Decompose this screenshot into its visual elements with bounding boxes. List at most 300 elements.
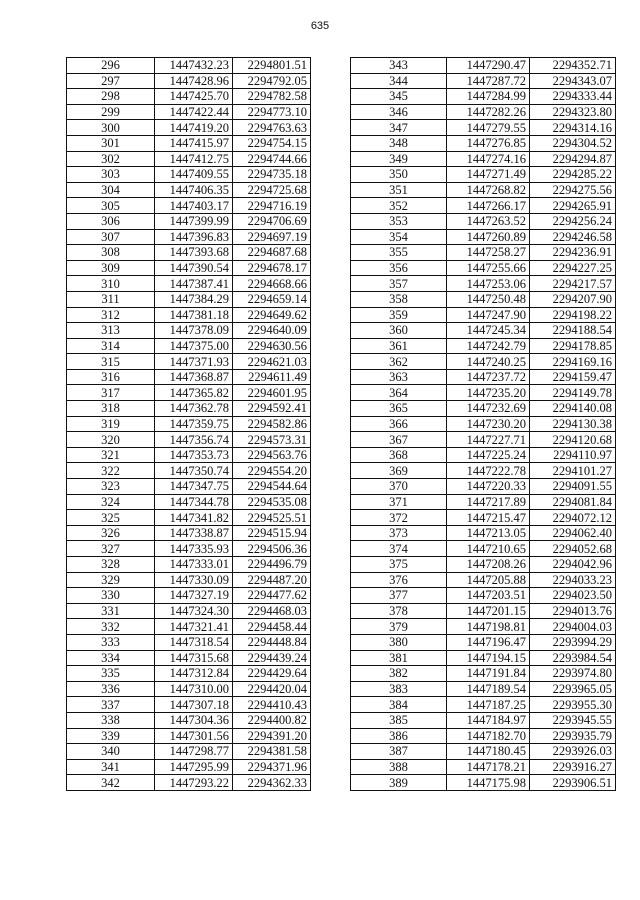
x-coordinate-cell: 1447399.99 [155, 213, 233, 229]
table-row [351, 104, 616, 120]
x-coordinate-cell: 1447390.54 [155, 260, 233, 276]
y-coordinate-cell: 2294110.97 [530, 447, 616, 463]
y-coordinate-cell: 2294573.31 [233, 432, 311, 448]
table-row [351, 634, 616, 650]
y-coordinate-cell: 2294275.56 [530, 182, 616, 198]
table-row [351, 712, 616, 728]
x-coordinate-cell: 1447375.00 [155, 338, 233, 354]
point-number-cell: 351 [351, 182, 447, 198]
x-coordinate-cell: 1447180.45 [447, 744, 530, 760]
table-row [351, 89, 616, 105]
point-number-cell: 302 [67, 151, 155, 167]
point-number-cell: 357 [351, 276, 447, 292]
point-number-cell: 370 [351, 479, 447, 495]
x-coordinate-cell: 1447415.97 [155, 135, 233, 151]
point-number-cell: 324 [67, 494, 155, 510]
point-number-cell: 344 [351, 73, 447, 89]
y-coordinate-cell: 2294081.84 [530, 494, 616, 510]
x-coordinate-cell: 1447217.89 [447, 494, 530, 510]
y-coordinate-cell: 2294649.62 [233, 307, 311, 323]
y-coordinate-cell: 2293994.29 [530, 634, 616, 650]
table-row [67, 432, 311, 448]
x-coordinate-cell: 1447419.20 [155, 120, 233, 136]
point-number-cell: 332 [67, 619, 155, 635]
y-coordinate-cell: 2294744.66 [233, 151, 311, 167]
x-coordinate-cell: 1447428.96 [155, 73, 233, 89]
coordinate-table-left [66, 57, 311, 791]
x-coordinate-cell: 1447298.77 [155, 744, 233, 760]
point-number-cell: 363 [351, 369, 447, 385]
point-number-cell: 369 [351, 463, 447, 479]
y-coordinate-cell: 2293955.30 [530, 697, 616, 713]
table-row [67, 557, 311, 573]
x-coordinate-cell: 1447201.15 [447, 603, 530, 619]
point-number-cell: 346 [351, 104, 447, 120]
point-number-cell: 349 [351, 151, 447, 167]
table-row [67, 775, 311, 791]
y-coordinate-cell: 2294420.04 [233, 681, 311, 697]
x-coordinate-cell: 1447432.23 [155, 58, 233, 74]
point-number-cell: 317 [67, 385, 155, 401]
point-number-cell: 328 [67, 557, 155, 573]
x-coordinate-cell: 1447203.51 [447, 588, 530, 604]
table-row [67, 120, 311, 136]
x-coordinate-cell: 1447359.75 [155, 416, 233, 432]
x-coordinate-cell: 1447341.82 [155, 510, 233, 526]
y-coordinate-cell: 2294506.36 [233, 541, 311, 557]
y-coordinate-cell: 2293935.79 [530, 728, 616, 744]
y-coordinate-cell: 2294706.69 [233, 213, 311, 229]
point-number-cell: 367 [351, 432, 447, 448]
point-number-cell: 331 [67, 603, 155, 619]
x-coordinate-cell: 1447338.87 [155, 525, 233, 541]
point-number-cell: 333 [67, 634, 155, 650]
point-number-cell: 341 [67, 759, 155, 775]
point-number-cell: 297 [67, 73, 155, 89]
table-row [351, 401, 616, 417]
y-coordinate-cell: 2294023.50 [530, 588, 616, 604]
y-coordinate-cell: 2294621.03 [233, 354, 311, 370]
point-number-cell: 374 [351, 541, 447, 557]
y-coordinate-cell: 2294227.25 [530, 260, 616, 276]
table-row [351, 728, 616, 744]
point-number-cell: 320 [67, 432, 155, 448]
y-coordinate-cell: 2294439.24 [233, 650, 311, 666]
y-coordinate-cell: 2294343.07 [530, 73, 616, 89]
y-coordinate-cell: 2294592.41 [233, 401, 311, 417]
y-coordinate-cell: 2294630.56 [233, 338, 311, 354]
x-coordinate-cell: 1447230.20 [447, 416, 530, 432]
table-row [67, 697, 311, 713]
x-coordinate-cell: 1447242.79 [447, 338, 530, 354]
table-row [67, 276, 311, 292]
table-row [351, 307, 616, 323]
table-row [67, 73, 311, 89]
point-number-cell: 371 [351, 494, 447, 510]
y-coordinate-cell: 2294323.80 [530, 104, 616, 120]
y-coordinate-cell: 2294304.52 [530, 135, 616, 151]
x-coordinate-cell: 1447315.68 [155, 650, 233, 666]
table-row [67, 728, 311, 744]
x-coordinate-cell: 1447210.65 [447, 541, 530, 557]
x-coordinate-cell: 1447208.26 [447, 557, 530, 573]
x-coordinate-cell: 1447189.54 [447, 681, 530, 697]
x-coordinate-cell: 1447253.06 [447, 276, 530, 292]
y-coordinate-cell: 2294773.10 [233, 104, 311, 120]
x-coordinate-cell: 1447284.99 [447, 89, 530, 105]
point-number-cell: 330 [67, 588, 155, 604]
point-number-cell: 378 [351, 603, 447, 619]
x-coordinate-cell: 1447324.30 [155, 603, 233, 619]
point-number-cell: 314 [67, 338, 155, 354]
point-number-cell: 299 [67, 104, 155, 120]
y-coordinate-cell: 2294062.40 [530, 525, 616, 541]
point-number-cell: 296 [67, 58, 155, 74]
y-coordinate-cell: 2294042.96 [530, 557, 616, 573]
x-coordinate-cell: 1447295.99 [155, 759, 233, 775]
y-coordinate-cell: 2294120.68 [530, 432, 616, 448]
table-row [351, 603, 616, 619]
table-row [67, 744, 311, 760]
x-coordinate-cell: 1447396.83 [155, 229, 233, 245]
y-coordinate-cell: 2294458.44 [233, 619, 311, 635]
point-number-cell: 315 [67, 354, 155, 370]
y-coordinate-cell: 2293916.27 [530, 759, 616, 775]
y-coordinate-cell: 2294468.03 [233, 603, 311, 619]
y-coordinate-cell: 2294178.85 [530, 338, 616, 354]
table-row [67, 167, 311, 183]
table-row [351, 198, 616, 214]
table-row [351, 447, 616, 463]
y-coordinate-cell: 2294013.76 [530, 603, 616, 619]
table-row [67, 229, 311, 245]
x-coordinate-cell: 1447409.55 [155, 167, 233, 183]
table-row [67, 291, 311, 307]
x-coordinate-cell: 1447378.09 [155, 323, 233, 339]
table-row [67, 182, 311, 198]
table-row [351, 58, 616, 74]
point-number-cell: 384 [351, 697, 447, 713]
table-row [67, 463, 311, 479]
x-coordinate-cell: 1447406.35 [155, 182, 233, 198]
y-coordinate-cell: 2294381.58 [233, 744, 311, 760]
table-row [351, 369, 616, 385]
y-coordinate-cell: 2294410.43 [233, 697, 311, 713]
x-coordinate-cell: 1447215.47 [447, 510, 530, 526]
y-coordinate-cell: 2294448.84 [233, 634, 311, 650]
y-coordinate-cell: 2294429.64 [233, 666, 311, 682]
y-coordinate-cell: 2294535.08 [233, 494, 311, 510]
y-coordinate-cell: 2294659.14 [233, 291, 311, 307]
point-number-cell: 326 [67, 525, 155, 541]
y-coordinate-cell: 2293926.03 [530, 744, 616, 760]
x-coordinate-cell: 1447227.71 [447, 432, 530, 448]
table-row [351, 73, 616, 89]
point-number-cell: 380 [351, 634, 447, 650]
table-row [351, 588, 616, 604]
x-coordinate-cell: 1447263.52 [447, 213, 530, 229]
table-row [67, 681, 311, 697]
y-coordinate-cell: 2294678.17 [233, 260, 311, 276]
x-coordinate-cell: 1447425.70 [155, 89, 233, 105]
x-coordinate-cell: 1447293.22 [155, 775, 233, 791]
y-coordinate-cell: 2294716.19 [233, 198, 311, 214]
table-row [67, 666, 311, 682]
point-number-cell: 316 [67, 369, 155, 385]
y-coordinate-cell: 2294725.68 [233, 182, 311, 198]
x-coordinate-cell: 1447271.49 [447, 167, 530, 183]
y-coordinate-cell: 2294207.90 [530, 291, 616, 307]
table-row [351, 619, 616, 635]
table-row [351, 323, 616, 339]
x-coordinate-cell: 1447175.98 [447, 775, 530, 791]
table-row [351, 525, 616, 541]
point-number-cell: 387 [351, 744, 447, 760]
x-coordinate-cell: 1447312.84 [155, 666, 233, 682]
point-number-cell: 329 [67, 572, 155, 588]
point-number-cell: 322 [67, 463, 155, 479]
point-number-cell: 337 [67, 697, 155, 713]
point-number-cell: 376 [351, 572, 447, 588]
table-row [351, 463, 616, 479]
y-coordinate-cell: 2294362.33 [233, 775, 311, 791]
table-row [67, 104, 311, 120]
x-coordinate-cell: 1447347.75 [155, 479, 233, 495]
point-number-cell: 343 [351, 58, 447, 74]
y-coordinate-cell: 2294101.27 [530, 463, 616, 479]
y-coordinate-cell: 2294515.94 [233, 525, 311, 541]
point-number-cell: 318 [67, 401, 155, 417]
x-coordinate-cell: 1447422.44 [155, 104, 233, 120]
x-coordinate-cell: 1447368.87 [155, 369, 233, 385]
y-coordinate-cell: 2294246.58 [530, 229, 616, 245]
table-row [67, 213, 311, 229]
point-number-cell: 383 [351, 681, 447, 697]
point-number-cell: 382 [351, 666, 447, 682]
table-row [351, 494, 616, 510]
y-coordinate-cell: 2294400.82 [233, 712, 311, 728]
y-coordinate-cell: 2294763.63 [233, 120, 311, 136]
point-number-cell: 355 [351, 245, 447, 261]
x-coordinate-cell: 1447412.75 [155, 151, 233, 167]
point-number-cell: 358 [351, 291, 447, 307]
point-number-cell: 354 [351, 229, 447, 245]
y-coordinate-cell: 2294582.86 [233, 416, 311, 432]
y-coordinate-cell: 2294265.91 [530, 198, 616, 214]
x-coordinate-cell: 1447245.34 [447, 323, 530, 339]
table-row [67, 525, 311, 541]
table-row [67, 712, 311, 728]
point-number-cell: 309 [67, 260, 155, 276]
table-row [67, 759, 311, 775]
x-coordinate-cell: 1447213.05 [447, 525, 530, 541]
x-coordinate-cell: 1447350.74 [155, 463, 233, 479]
x-coordinate-cell: 1447232.69 [447, 401, 530, 417]
coordinate-table-right [350, 57, 616, 791]
point-number-cell: 308 [67, 245, 155, 261]
point-number-cell: 298 [67, 89, 155, 105]
x-coordinate-cell: 1447205.88 [447, 572, 530, 588]
table-row [351, 291, 616, 307]
table-row [351, 557, 616, 573]
y-coordinate-cell: 2294198.22 [530, 307, 616, 323]
point-number-cell: 377 [351, 588, 447, 604]
point-number-cell: 338 [67, 712, 155, 728]
table-row [351, 697, 616, 713]
x-coordinate-cell: 1447198.81 [447, 619, 530, 635]
point-number-cell: 388 [351, 759, 447, 775]
table-row [67, 541, 311, 557]
table-row [351, 182, 616, 198]
point-number-cell: 381 [351, 650, 447, 666]
y-coordinate-cell: 2294601.95 [233, 385, 311, 401]
table-row [67, 338, 311, 354]
x-coordinate-cell: 1447362.78 [155, 401, 233, 417]
y-coordinate-cell: 2293984.54 [530, 650, 616, 666]
y-coordinate-cell: 2294352.71 [530, 58, 616, 74]
point-number-cell: 325 [67, 510, 155, 526]
x-coordinate-cell: 1447301.56 [155, 728, 233, 744]
x-coordinate-cell: 1447260.89 [447, 229, 530, 245]
point-number-cell: 300 [67, 120, 155, 136]
point-number-cell: 386 [351, 728, 447, 744]
x-coordinate-cell: 1447247.90 [447, 307, 530, 323]
table-row [351, 151, 616, 167]
x-coordinate-cell: 1447335.93 [155, 541, 233, 557]
table-row [351, 666, 616, 682]
table-row [351, 744, 616, 760]
x-coordinate-cell: 1447371.93 [155, 354, 233, 370]
point-number-cell: 339 [67, 728, 155, 744]
y-coordinate-cell: 2294525.51 [233, 510, 311, 526]
y-coordinate-cell: 2293974.80 [530, 666, 616, 682]
point-number-cell: 368 [351, 447, 447, 463]
x-coordinate-cell: 1447310.00 [155, 681, 233, 697]
point-number-cell: 313 [67, 323, 155, 339]
point-number-cell: 366 [351, 416, 447, 432]
point-number-cell: 356 [351, 260, 447, 276]
table-row [67, 510, 311, 526]
x-coordinate-cell: 1447356.74 [155, 432, 233, 448]
x-coordinate-cell: 1447237.72 [447, 369, 530, 385]
y-coordinate-cell: 2294256.24 [530, 213, 616, 229]
table-row [351, 338, 616, 354]
point-number-cell: 335 [67, 666, 155, 682]
table-row [351, 120, 616, 136]
x-coordinate-cell: 1447178.21 [447, 759, 530, 775]
y-coordinate-cell: 2294792.05 [233, 73, 311, 89]
table-row [67, 245, 311, 261]
x-coordinate-cell: 1447282.26 [447, 104, 530, 120]
y-coordinate-cell: 2294668.66 [233, 276, 311, 292]
table-row [67, 416, 311, 432]
x-coordinate-cell: 1447268.82 [447, 182, 530, 198]
point-number-cell: 307 [67, 229, 155, 245]
y-coordinate-cell: 2294188.54 [530, 323, 616, 339]
table-row [67, 135, 311, 151]
point-number-cell: 362 [351, 354, 447, 370]
x-coordinate-cell: 1447279.55 [447, 120, 530, 136]
x-coordinate-cell: 1447196.47 [447, 634, 530, 650]
x-coordinate-cell: 1447235.20 [447, 385, 530, 401]
y-coordinate-cell: 2294236.91 [530, 245, 616, 261]
point-number-cell: 340 [67, 744, 155, 760]
y-coordinate-cell: 2294294.87 [530, 151, 616, 167]
table-row [67, 323, 311, 339]
table-row [67, 307, 311, 323]
point-number-cell: 361 [351, 338, 447, 354]
table-row [351, 354, 616, 370]
point-number-cell: 306 [67, 213, 155, 229]
x-coordinate-cell: 1447353.73 [155, 447, 233, 463]
page-number: 635 [310, 20, 330, 32]
table-row [67, 634, 311, 650]
x-coordinate-cell: 1447304.36 [155, 712, 233, 728]
x-coordinate-cell: 1447321.41 [155, 619, 233, 635]
y-coordinate-cell: 2294091.55 [530, 479, 616, 495]
point-number-cell: 305 [67, 198, 155, 214]
point-number-cell: 319 [67, 416, 155, 432]
x-coordinate-cell: 1447182.70 [447, 728, 530, 744]
table-row [351, 213, 616, 229]
x-coordinate-cell: 1447393.68 [155, 245, 233, 261]
y-coordinate-cell: 2294004.03 [530, 619, 616, 635]
table-row [351, 260, 616, 276]
y-coordinate-cell: 2294371.96 [233, 759, 311, 775]
y-coordinate-cell: 2294130.38 [530, 416, 616, 432]
table-row [67, 494, 311, 510]
y-coordinate-cell: 2294563.76 [233, 447, 311, 463]
table-row [351, 681, 616, 697]
x-coordinate-cell: 1447287.72 [447, 73, 530, 89]
table-row [67, 588, 311, 604]
table-row [67, 603, 311, 619]
table-row [351, 135, 616, 151]
y-coordinate-cell: 2294697.19 [233, 229, 311, 245]
point-number-cell: 385 [351, 712, 447, 728]
y-coordinate-cell: 2294140.08 [530, 401, 616, 417]
point-number-cell: 303 [67, 167, 155, 183]
point-number-cell: 342 [67, 775, 155, 791]
x-coordinate-cell: 1447381.18 [155, 307, 233, 323]
point-number-cell: 348 [351, 135, 447, 151]
table-row [67, 447, 311, 463]
point-number-cell: 310 [67, 276, 155, 292]
table-row [351, 572, 616, 588]
point-number-cell: 334 [67, 650, 155, 666]
table-row [67, 385, 311, 401]
table-row [67, 58, 311, 74]
x-coordinate-cell: 1447365.82 [155, 385, 233, 401]
x-coordinate-cell: 1447307.18 [155, 697, 233, 713]
y-coordinate-cell: 2294314.16 [530, 120, 616, 136]
y-coordinate-cell: 2294149.78 [530, 385, 616, 401]
x-coordinate-cell: 1447240.25 [447, 354, 530, 370]
y-coordinate-cell: 2294640.09 [233, 323, 311, 339]
x-coordinate-cell: 1447384.29 [155, 291, 233, 307]
x-coordinate-cell: 1447258.27 [447, 245, 530, 261]
y-coordinate-cell: 2294801.51 [233, 58, 311, 74]
point-number-cell: 360 [351, 323, 447, 339]
y-coordinate-cell: 2294496.79 [233, 557, 311, 573]
y-coordinate-cell: 2294544.64 [233, 479, 311, 495]
table-row [67, 151, 311, 167]
y-coordinate-cell: 2294159.47 [530, 369, 616, 385]
x-coordinate-cell: 1447403.17 [155, 198, 233, 214]
point-number-cell: 373 [351, 525, 447, 541]
y-coordinate-cell: 2293906.51 [530, 775, 616, 791]
table-row [67, 354, 311, 370]
